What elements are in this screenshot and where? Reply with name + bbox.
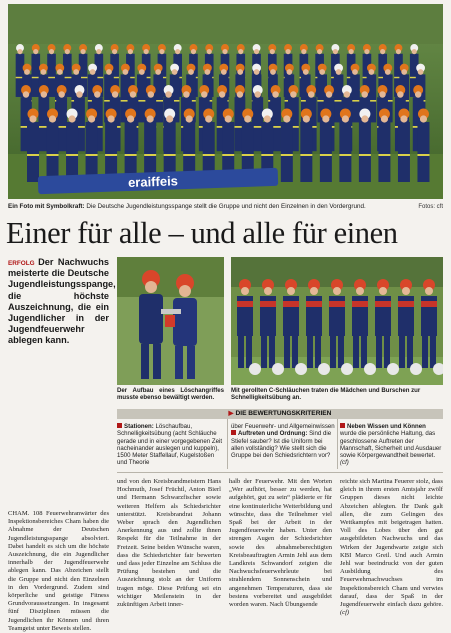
square-bullet-icon <box>340 423 345 428</box>
criteria-stations <box>117 423 224 467</box>
intro-body <box>8 510 109 633</box>
lead-text: Der Nachwuchs meisterte die Deutsche Jugendleistungsspange, die höchste Auszeichnung, die ein Jugendlicher in der Jugendfeuerwehr ablegen kann. <box>8 257 116 346</box>
intro-column <box>8 257 116 347</box>
photo-hose-attack <box>117 257 224 385</box>
criteria-appearance-text: Sind die Stiefel sauber? Ist die Uniform bei allen vollständig? Wie stellt sich die Gruppe bei den Schiedsrichtern vor? <box>231 430 332 460</box>
body-column-3 <box>340 478 443 617</box>
dateline: CHAM. <box>8 510 30 517</box>
square-bullet-icon <box>117 423 122 428</box>
square-bullet-icon <box>231 430 236 435</box>
headline: Einer für alle – und alle für einen <box>6 216 398 250</box>
banner-text: eraiffeis <box>127 173 179 191</box>
criteria-appearance <box>231 423 335 459</box>
criteria-appearance-label: Auftreten und Ordnung: <box>238 430 308 438</box>
group-photo-illustration <box>8 4 443 199</box>
hero-caption-strong: Ein Foto mit Symbolkraft: <box>8 203 85 210</box>
criteria-heading-text: DIE BEWERTUNGSKRITERIEN <box>235 410 332 417</box>
triangle-icon: ▶ <box>228 410 234 417</box>
criteria-skills <box>340 423 443 467</box>
criteria-stations-label: Stationen: <box>124 423 154 430</box>
column-divider <box>337 419 338 469</box>
criteria-signature: (cf) <box>340 459 349 467</box>
body-signature: (cf) <box>340 609 350 617</box>
intro-paragraph-1: 108 Feuerwehranwärter des Inspektionsbereiches Cham haben die Abnahme der Deutschen Jugendleistungsspange absolviert. Dabei handelt es sich um die höchste Auszeichnung, die ein Jugendlicher innerhalb der Jugendfeuerwehr ablegen kann. Das Abzeichen stellt die Gruppe und nicht den Einzelnen in den Vordergrund. Zudem sind körperliche und geistige Fitness Grundvoraussetzungen. In insgesamt fünf Disziplinen müssen die Jugendlichen ihr Können und ihren Teamgeist unter Beweis stellen. <box>8 510 110 632</box>
body-column-3-text: reichte sich Martina Feuerer stolz, dass gleich in ihrem ersten Amtsjahr zwölf Gruppen dieses nicht leichte Abzeichen ablegten. Ihr Dank galt allen, die zum Gelingen des Wettkampfes mit beigetragen hatten. Voll des Lobes über den gut ausgebildeten Nachwuchs und das Wirken der Jugendwarte zeigte sich KBI Marco Greil. Und auch Armin Jehl war beeindruckt von der guten Ausbildung des Feuerwehrnachwuchses im Inspektionsbereich Cham und verwies darauf, dass der Spaß in der Jugendfeuerwehr einfach dazu gehöre. <box>340 478 443 609</box>
column-divider <box>227 419 228 469</box>
photo-hose-rolls <box>231 257 443 385</box>
group-photo <box>8 4 443 199</box>
photo3-caption: Mit gerollten C-Schläuchen traten die Mädchen und Burschen zur Schnelligkeitsübung an. <box>231 387 421 402</box>
kicker: ERFOLG <box>8 260 35 267</box>
criteria-skills-text: wurde die persönliche Haltung, das geschlossene Auftreten der Mannschaft, Sicherheit und Ausdauer sowie Körpergewandtheit bewertet. <box>340 430 442 460</box>
photo-credit: Fotos: cft <box>418 204 443 210</box>
hero-caption <box>8 201 443 213</box>
body-column-1: und von den Kreisbrandmeistern Hans Hochmuth, Josef Früchtl, Anton Bierl und Hermann Schwarzfischer sowie weiteren Helfern als Schiedsrichter unterstützt. Kreisbrandrat Johann Weber sprach den Jugendlichen Anerkennung aus und zollte ihnen Respekt für die Teilnahme in der Freizeit. Seine beiden Wünsche waren, dass die Schiedsrichter fair bewerten und dass jeder Einzelne am Schluss die Prüfung bestehen und die Auszeichnung stolz an der Uniform tragen möge. Diese Prüfung sei ein wichtiger Meilenstein in der zukünftigen Arbeit inner- <box>117 478 221 609</box>
photo2-caption: Der Aufbau eines Löschangriffes musste ebenso bewältigt werden. <box>117 387 224 402</box>
section-rule <box>117 472 443 473</box>
body-column-2: halb der Feuerwehr. Mit den Worten „Wer aufhört, besser zu werden, hat aufgehört, gut zu sein“ plädierte er für eine kontinuierliche Weiterbildung und wünschte, dass die Teilnehmer viel Spaß bei der Arbeit in der Jugendfeuerwehr haben. Unter den strengen Augen der Schiedsrichter sowie des abnahmeberechtigten Kreisbeauftragten Armin Jehl aus dem Landkreis Schwandorf zeigten die Nachwuchsfeuerwehrleute bei strahlendem Sonnenschein und angenehmen Temperaturen, dass sie bestens vorbereitet und ausgebildet worden waren. Nach Übungsende <box>229 478 332 609</box>
criteria-skills-label: Neben Wissen und Können <box>347 423 426 430</box>
criteria-heading <box>117 409 443 419</box>
hero-caption-text: Die Deutsche Jugendleistungsspange stellt die Gruppe und nicht den Einzelnen in den Vordergrund. <box>86 203 366 210</box>
criteria-stations-text: Löschaufbau, Schnelligkeitsübung (acht Schläuche gerade und in einer vorgegebenen Zeit nacheinander auslegen und kuppeln), 1500 Meter Staffellauf, Kugelstoßen und Theorie <box>117 423 223 467</box>
criteria-continued-text: über Feuerwehr- und Allgemeinwissen <box>231 423 335 430</box>
